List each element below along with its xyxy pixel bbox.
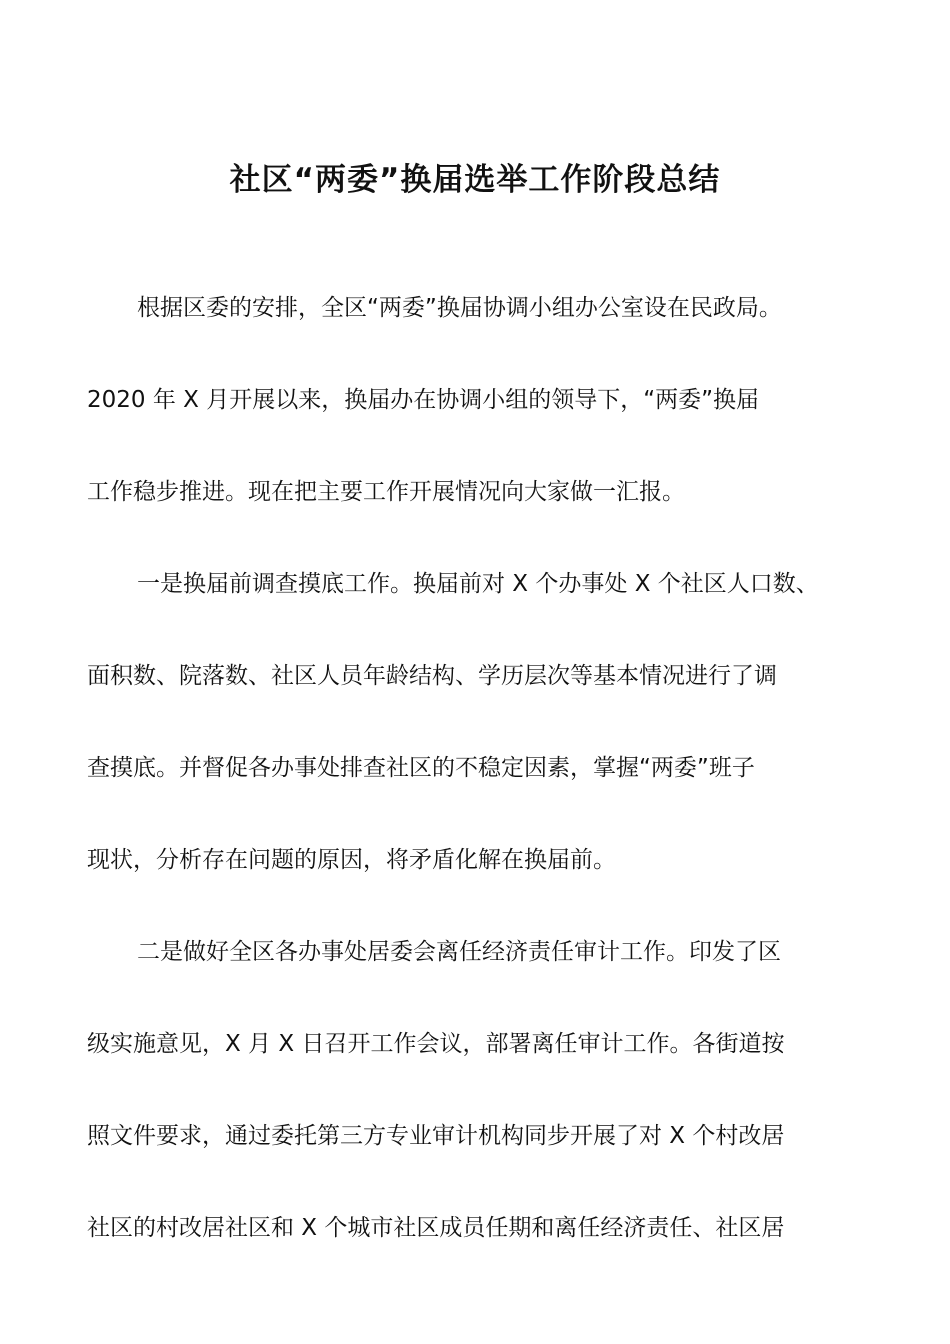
body-line: 二是做好全区各办事处居委会离任经济责任审计工作。印发了区 xyxy=(137,939,781,965)
body-line: 社区的村改居社区和 X 个城市社区成员任期和离任经济责任、社区居 xyxy=(87,1215,785,1241)
body-line: 面积数、院落数、社区人员年龄结构、学历层次等基本情况进行了调 xyxy=(87,663,777,689)
body-line: 级实施意见，X 月 X 日召开工作会议，部署离任审计工作。各街道按 xyxy=(87,1031,785,1057)
document-body xyxy=(87,278,882,1290)
body-line: 2020 年 X 月开展以来，换届办在协调小组的领导下，“两委”换届 xyxy=(87,387,760,413)
body-line: 现状，分析存在问题的原因，将矛盾化解在换届前。 xyxy=(87,847,616,873)
body-line: 查摸底。并督促各办事处排查社区的不稳定因素，掌握“两委”班子 xyxy=(87,755,755,781)
body-line: 根据区委的安排，全区“两委”换届协调小组办公室设在民政局。 xyxy=(137,295,782,321)
body-line: 工作稳步推进。现在把主要工作开展情况向大家做一汇报。 xyxy=(87,479,685,505)
body-line: 照文件要求，通过委托第三方专业审计机构同步开展了对 X 个村改居 xyxy=(87,1123,785,1149)
document-title: 社区“两委”换届选举工作阶段总结 xyxy=(229,162,721,198)
body-line: 一是换届前调查摸底工作。换届前对 X 个办事处 X 个社区人口数、 xyxy=(137,571,819,597)
